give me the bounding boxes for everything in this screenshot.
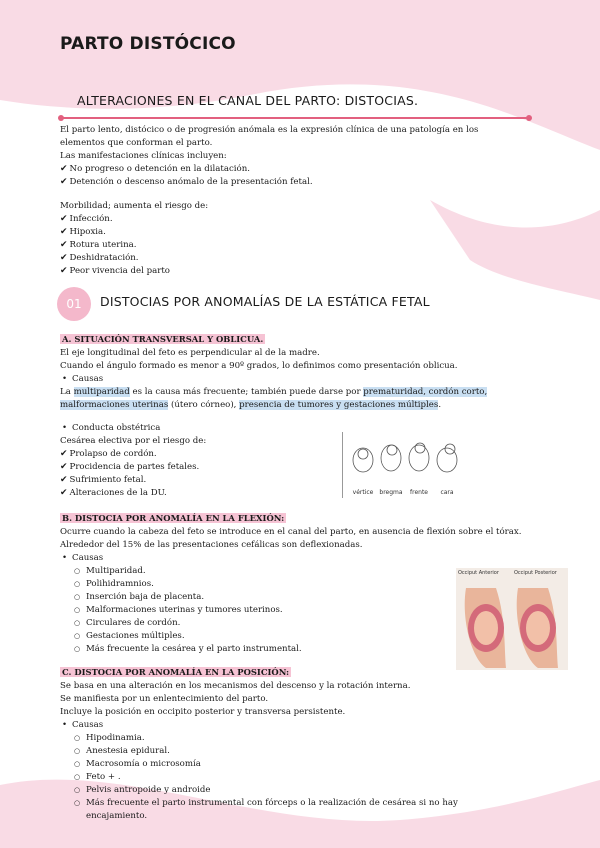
heading-c: C. DISTOCIA POR ANOMALÍA EN LA POSICIÓN:: [62, 667, 290, 677]
check-item: ✔ Hipoxia.: [60, 226, 530, 239]
check-item: ✔ Peor vivencia del parto: [60, 265, 530, 278]
check-item: ✔ Sufrimiento fetal.: [60, 474, 530, 487]
list-item: ○ Hipodinamia.: [60, 732, 530, 745]
intro-line: El parto lento, distócico o de progresión anómala es la expresión clínica de una patología en los: [60, 125, 479, 135]
c-line: Incluye la posición en occipito posterior y transversa persistente.: [60, 707, 346, 717]
page-title: PARTO DISTÓCICO: [60, 34, 236, 54]
list-item-continued: encajamiento.: [86, 811, 148, 821]
section-title: DISTOCIAS POR ANOMALÍAS DE LA ESTÁTICA FETAL: [100, 294, 430, 309]
list-item: ○ Macrosomía o microsomía: [60, 758, 530, 771]
check-item: ✔ Prolapso de cordón.: [60, 448, 530, 461]
pregnancy-illustration: [456, 568, 568, 670]
fetus-head-illustration: [349, 434, 474, 490]
intro-line: elementos que conforman el parto.: [60, 138, 213, 148]
a-cesarea: Cesárea electiva por el riesgo de:: [60, 436, 207, 446]
check-item: ✔ Detención o descenso anómalo de la presentación fetal.: [60, 176, 530, 189]
list-item: ○ Anestesia epidural.: [60, 745, 530, 758]
section-number-badge: 01: [57, 287, 91, 321]
c-line: Se manifiesta por un enlentecimiento del parto.: [60, 694, 269, 704]
list-item: ○ Gestaciones múltiples.: [60, 630, 530, 643]
list-item: ○ Circulares de cordón.: [60, 617, 530, 630]
c-causas: • Causas: [60, 719, 530, 732]
fig-label: cara: [440, 489, 454, 496]
list-item: ○ Más frecuente el parto instrumental con fórceps o la realización de cesárea si no hay: [60, 797, 530, 810]
morbilidad-block: [60, 200, 530, 278]
a-causas-text-2: malformaciones uterinas (útero córneo), presencia de tumores y gestaciones múltiples.: [60, 400, 442, 410]
fig-label: bregma: [379, 489, 403, 496]
list-item: ○ Más frecuente la cesárea y el parto instrumental.: [60, 643, 530, 656]
list-item: ○ Inserción baja de placenta.: [60, 591, 530, 604]
intro-block: [60, 124, 530, 189]
a-line: El eje longitudinal del feto es perpendicular al de la madre.: [60, 348, 320, 358]
a-causas: • Causas: [60, 373, 530, 386]
list-item: ○ Polihidramnios.: [60, 578, 530, 591]
b-line: Alrededor del 15% de las presentaciones cefálicas son deflexionadas.: [60, 540, 363, 550]
list-item: ○ Pelvis antropoide y androide: [60, 784, 530, 797]
a-causas-text: La multiparidad es la causa más frecuente; también puede darse por prematuridad, cordón corto,: [60, 387, 488, 397]
check-item: ✔ Rotura uterina.: [60, 239, 530, 252]
list-item: ○ Multiparidad.: [60, 565, 530, 578]
check-item: ✔ Procidencia de partes fetales.: [60, 461, 530, 474]
rule-dot-right: [526, 115, 532, 121]
a-line: Cuando el ángulo formado es menor a 90º grados, lo definimos como presentación oblicua.: [60, 361, 458, 371]
c-line: Se basa en una alteración en los mecanismos del descenso y la rotación interna.: [60, 681, 411, 691]
heading-a: A. SITUACIÓN TRANSVERSAL Y OBLICUA.: [62, 334, 264, 344]
check-item: ✔ Deshidratación.: [60, 252, 530, 265]
morbilidad-label: Morbilidad; aumenta el riesgo de:: [60, 201, 209, 211]
fig-label: Occiput Anterior: [458, 570, 499, 576]
title-rule: [61, 117, 529, 119]
check-item: ✔ No progreso o detención en la dilatación.: [60, 163, 530, 176]
check-item: ✔ Alteraciones de la DU.: [60, 487, 530, 500]
b-causas: • Causas: [60, 552, 530, 565]
heading-b: B. DISTOCIA POR ANOMALÍA EN LA FLEXIÓN:: [62, 513, 285, 523]
section-subtitle: ALTERACIONES EN EL CANAL DEL PARTO: DISTOCIAS.: [77, 93, 419, 108]
section-c: [60, 666, 530, 823]
presentations-figure: [342, 432, 465, 498]
a-conducta: • Conducta obstétrica: [60, 422, 530, 435]
list-item: ○ Malformaciones uterinas y tumores uterinos.: [60, 604, 530, 617]
check-item: ✔ Infección.: [60, 213, 530, 226]
b-line: Ocurre cuando la cabeza del feto se introduce en el canal del parto, en ausencia de flexión sobre el tórax.: [60, 527, 522, 537]
intro-line: Las manifestaciones clínicas incluyen:: [60, 151, 227, 161]
fig-label: frente: [410, 489, 428, 496]
fig-label: vértice: [352, 489, 374, 496]
list-item: ○ Feto + .: [60, 771, 530, 784]
occiput-figure: [456, 568, 568, 670]
rule-dot-left: [58, 115, 64, 121]
fig-label: Occiput Posterior: [514, 570, 557, 576]
